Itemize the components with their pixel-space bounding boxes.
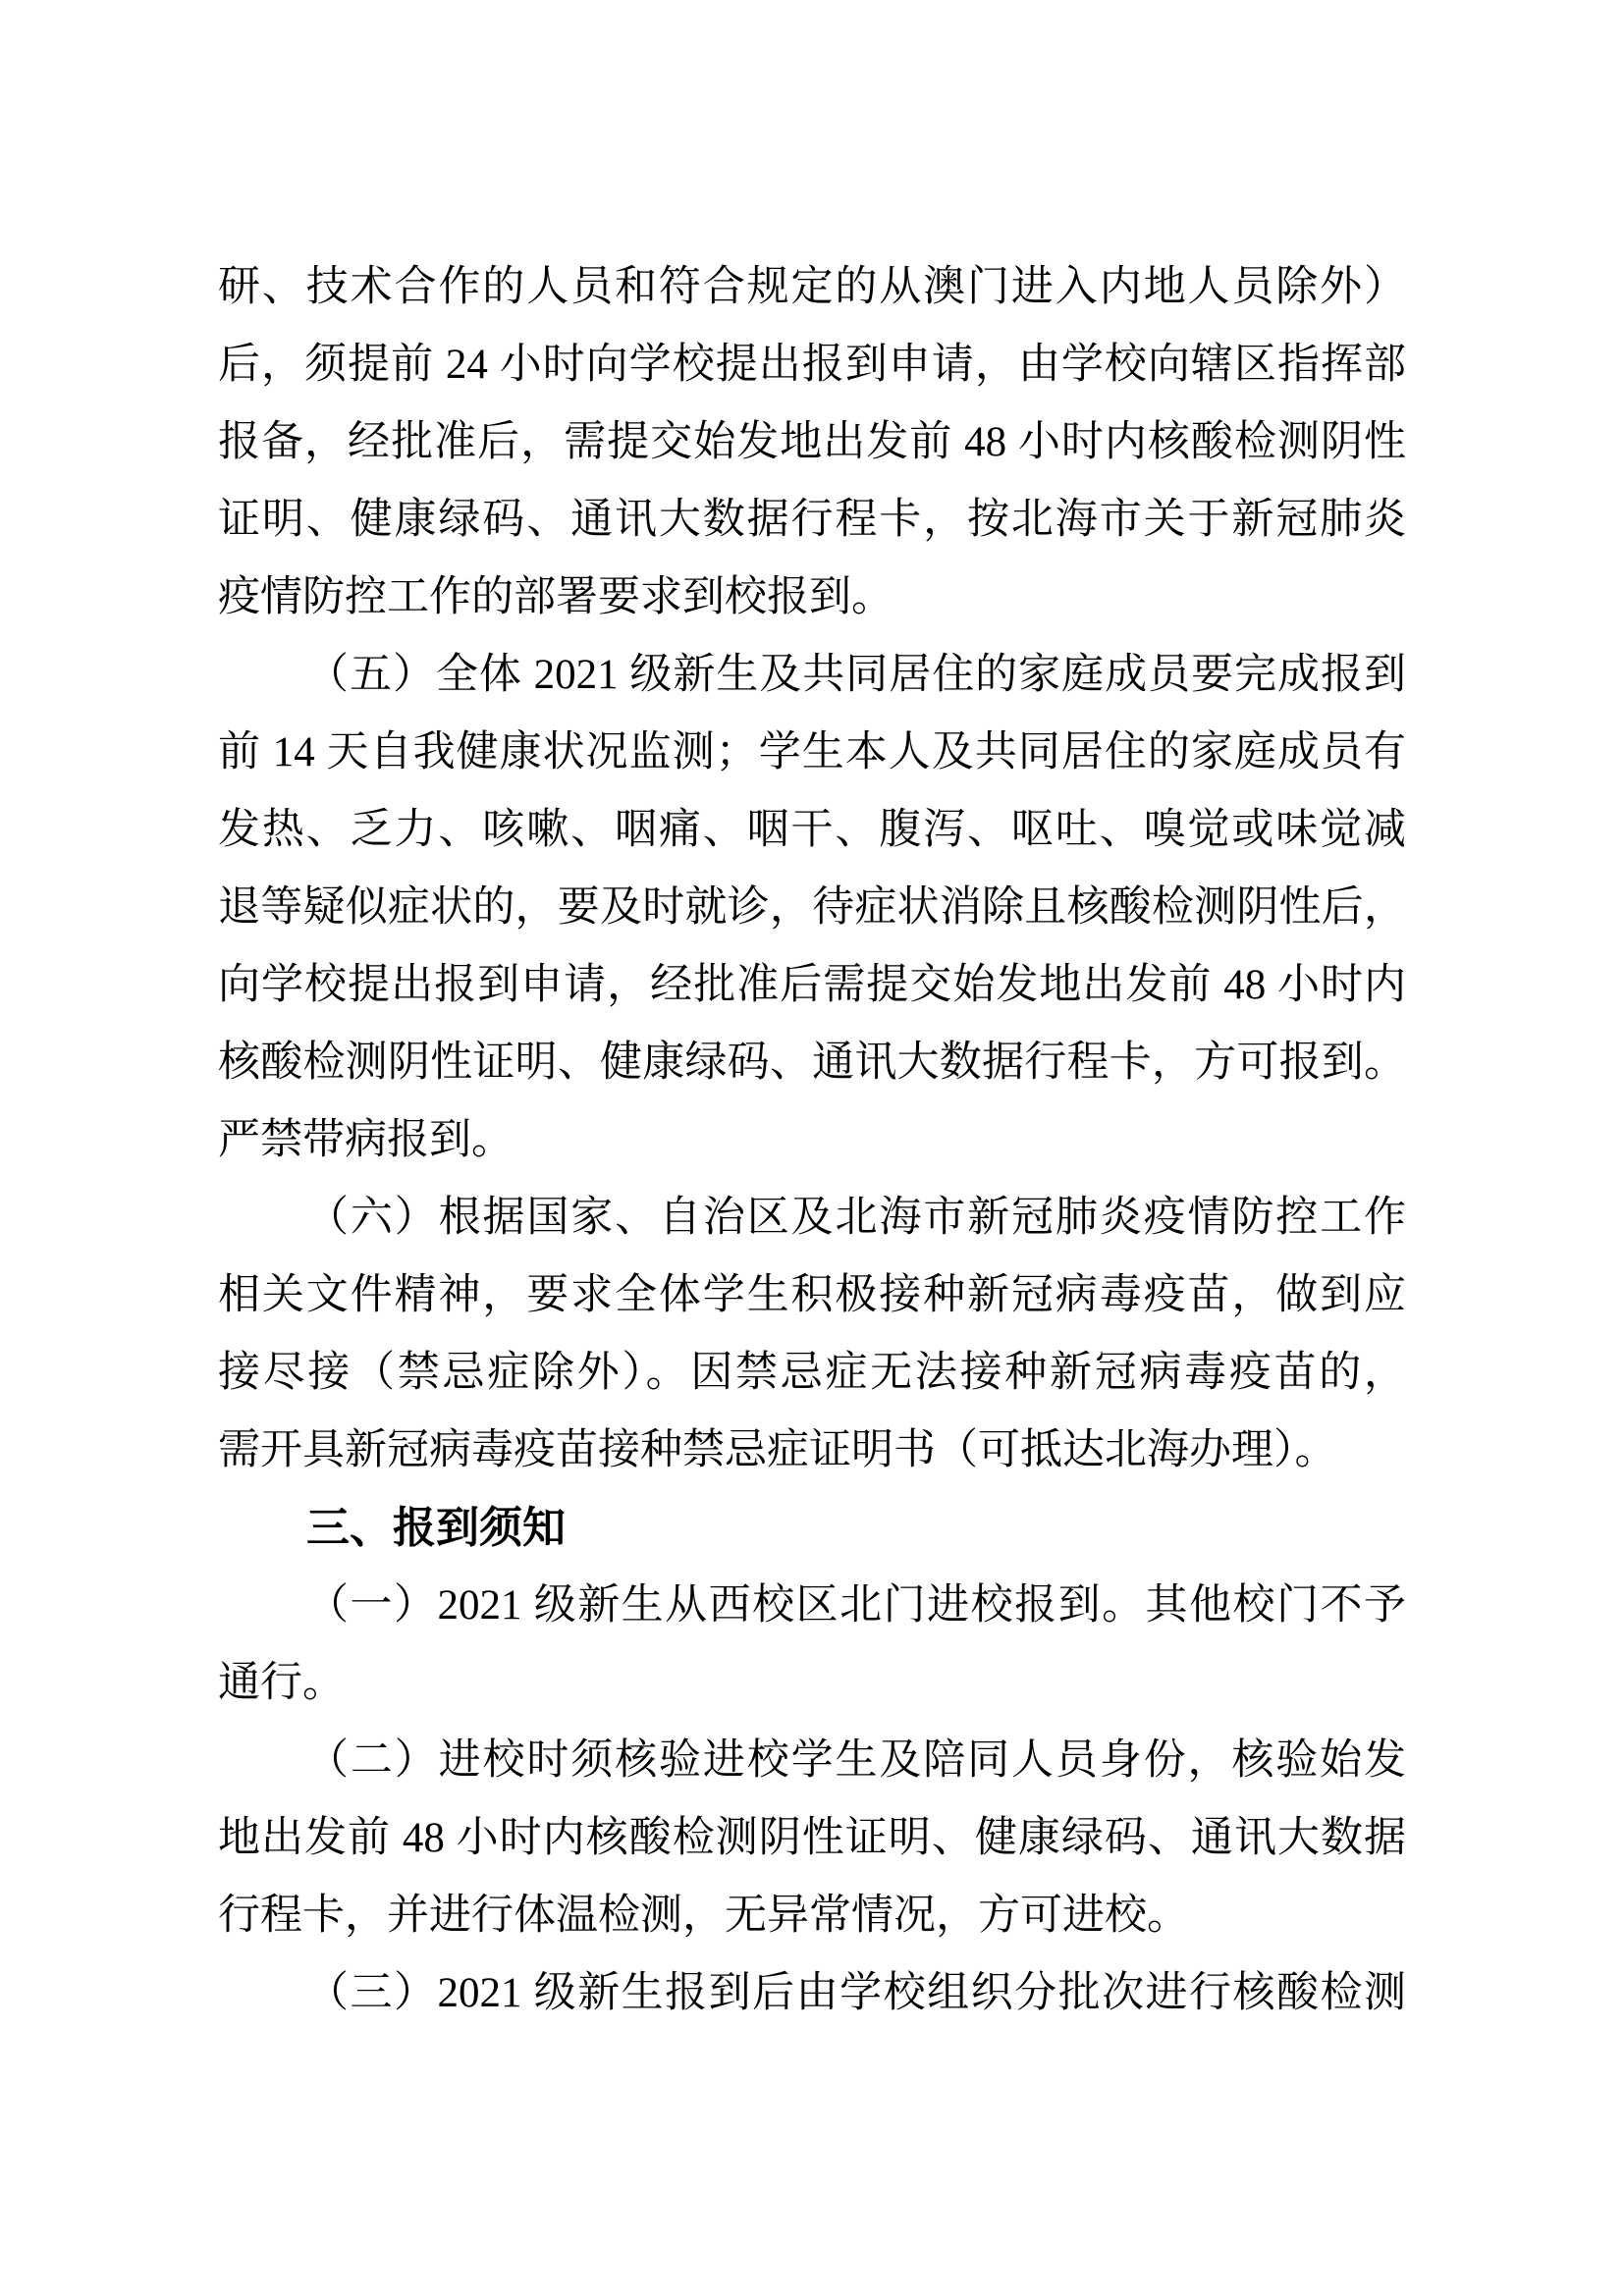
text-line: 严禁带病报到。 [218,1117,514,1163]
text-line: 证明、健康绿码、通讯大数据行程卡，按北海市关于新冠肺炎 [218,497,1406,543]
paragraph-start-line: （六）根据国家、自治区及北海市新冠肺炎疫情防控工作 [306,1195,1406,1241]
text-line: 后，须提前 24 小时向学校提出报到申请，由学校向辖区指挥部 [218,342,1406,388]
paragraph-start-line: （二）进校时须核验进校学生及陪同人员身份，核验始发 [306,1737,1406,1784]
text-line: 疫情防控工作的部署要求到校报到。 [218,574,893,620]
text-line: 研、技术合作的人员和符合规定的从澳门进入内地人员除外） [218,264,1406,310]
text-line: 通行。 [218,1660,345,1706]
text-line: 地出发前 48 小时内核酸检测阴性证明、健康绿码、通讯大数据 [218,1815,1406,1861]
text-line: 核酸检测阴性证明、健康绿码、通讯大数据行程卡，方可报到。 [218,1040,1406,1086]
text-line: 前 14 天自我健康状况监测；学生本人及共同居住的家庭成员有 [218,729,1406,775]
text-line: 相关文件精神，要求全体学生积极接种新冠病毒疫苗，做到应 [218,1272,1406,1318]
paragraph-start-line: （五）全体 2021 级新生及共同居住的家庭成员要完成报到 [306,652,1406,698]
paragraph-start-line: （三）2021 级新生报到后由学校组织分批次进行核酸检测 [306,1970,1406,2016]
text-line: 行程卡，并进行体温检测，无异常情况，方可进校。 [218,1893,1189,1939]
text-line: 发热、乏力、咳嗽、咽痛、咽干、腹泻、呕吐、嗅觉或味觉减 [218,807,1406,853]
paragraph-start-line: （一）2021 级新生从西校区北门进校报到。其他校门不予 [306,1582,1406,1629]
text-line: 退等疑似症状的，要及时就诊，待症状消除且核酸检测阴性后， [218,884,1406,931]
text-line: 报备，经批准后，需提交始发地出发前 48 小时内核酸检测阴性 [218,419,1406,465]
text-line: 需开具新冠病毒疫苗接种禁忌症证明书（可抵达北海办理）。 [218,1427,1337,1473]
document-body [218,248,1406,2032]
section-heading: 三、报到须知 [306,1504,566,1552]
text-line: 向学校提出报到申请，经批准后需提交始发地出发前 48 小时内 [218,962,1406,1008]
text-line: 接尽接（禁忌症除外）。因禁忌症无法接种新冠病毒疫苗的， [218,1350,1406,1396]
